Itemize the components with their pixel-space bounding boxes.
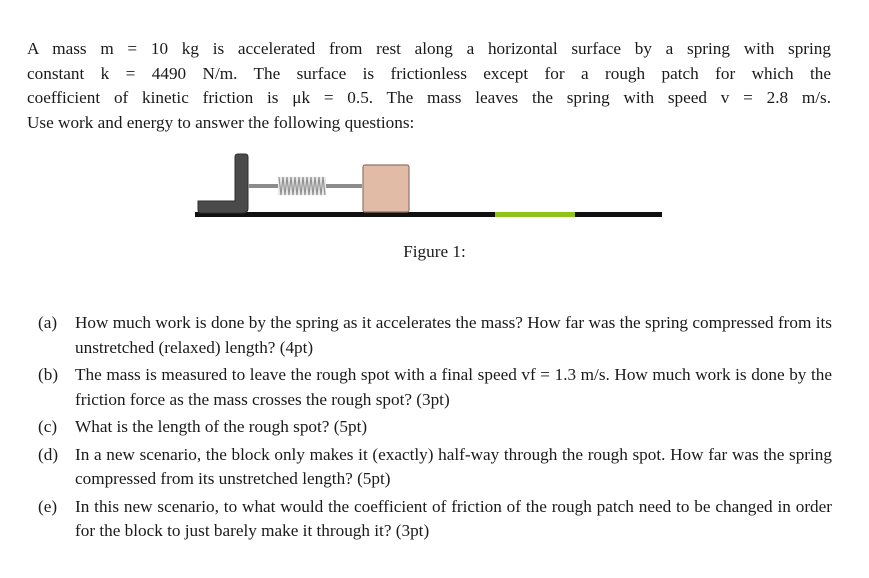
question-text: How much work is done by the spring as it accelerates the mass? How far was the spring compressed from its unstretched (relaxed) length? (4pt): [75, 313, 832, 357]
mass-block: [363, 165, 409, 212]
question-label: (e): [38, 496, 58, 516]
question-label: (d): [38, 444, 59, 464]
question-text: The mass is measured to leave the rough spot with a final speed vf = 1.3 m/s. How much work is done by the friction force as the mass crosses the rough spot? (3pt): [75, 365, 832, 409]
spring-coil-band: [278, 177, 326, 195]
question-d: [38, 443, 832, 492]
intro-line-3: coefficient of kinetic friction is μk = 0.5. The mass leaves the spring with speed v = 2.8 m/s.: [27, 88, 831, 107]
spring-mass-figure: [195, 150, 665, 225]
question-e: [38, 495, 832, 544]
intro-line-2: constant k = 4490 N/m. The surface is frictionless except for a rough patch for which the: [27, 63, 831, 83]
intro-line-1: A mass m = 10 kg is accelerated from rest along a horizontal surface by a spring with spring: [27, 39, 831, 58]
intro-line-4: Use work and energy to answer the following questions:: [27, 112, 415, 132]
question-list: [38, 311, 832, 547]
question-c: [38, 415, 832, 440]
question-text: What is the length of the rough spot? (5pt): [75, 417, 368, 436]
question-label: (a): [38, 313, 58, 332]
question-b: [38, 363, 832, 412]
figure-caption: Figure 1:: [403, 242, 466, 261]
question-label: (b): [38, 365, 59, 384]
spring-right-rod: [326, 184, 362, 188]
question-a: [38, 311, 832, 360]
surface-end: [575, 212, 662, 217]
question-text: In a new scenario, the block only makes it (exactly) half-way through the rough spot. How far was the spring compressed from its unstretched length? (5pt): [75, 444, 832, 488]
wall-bracket: [198, 154, 248, 213]
rough-patch: [495, 212, 575, 217]
question-text: In this new scenario, to what would the coefficient of friction of the rough patch need to be changed in order for the block to just barely make it through it? (3pt): [75, 496, 832, 540]
question-label: (c): [38, 417, 58, 436]
problem-statement: [27, 37, 831, 135]
spring-left-rod: [248, 184, 278, 188]
